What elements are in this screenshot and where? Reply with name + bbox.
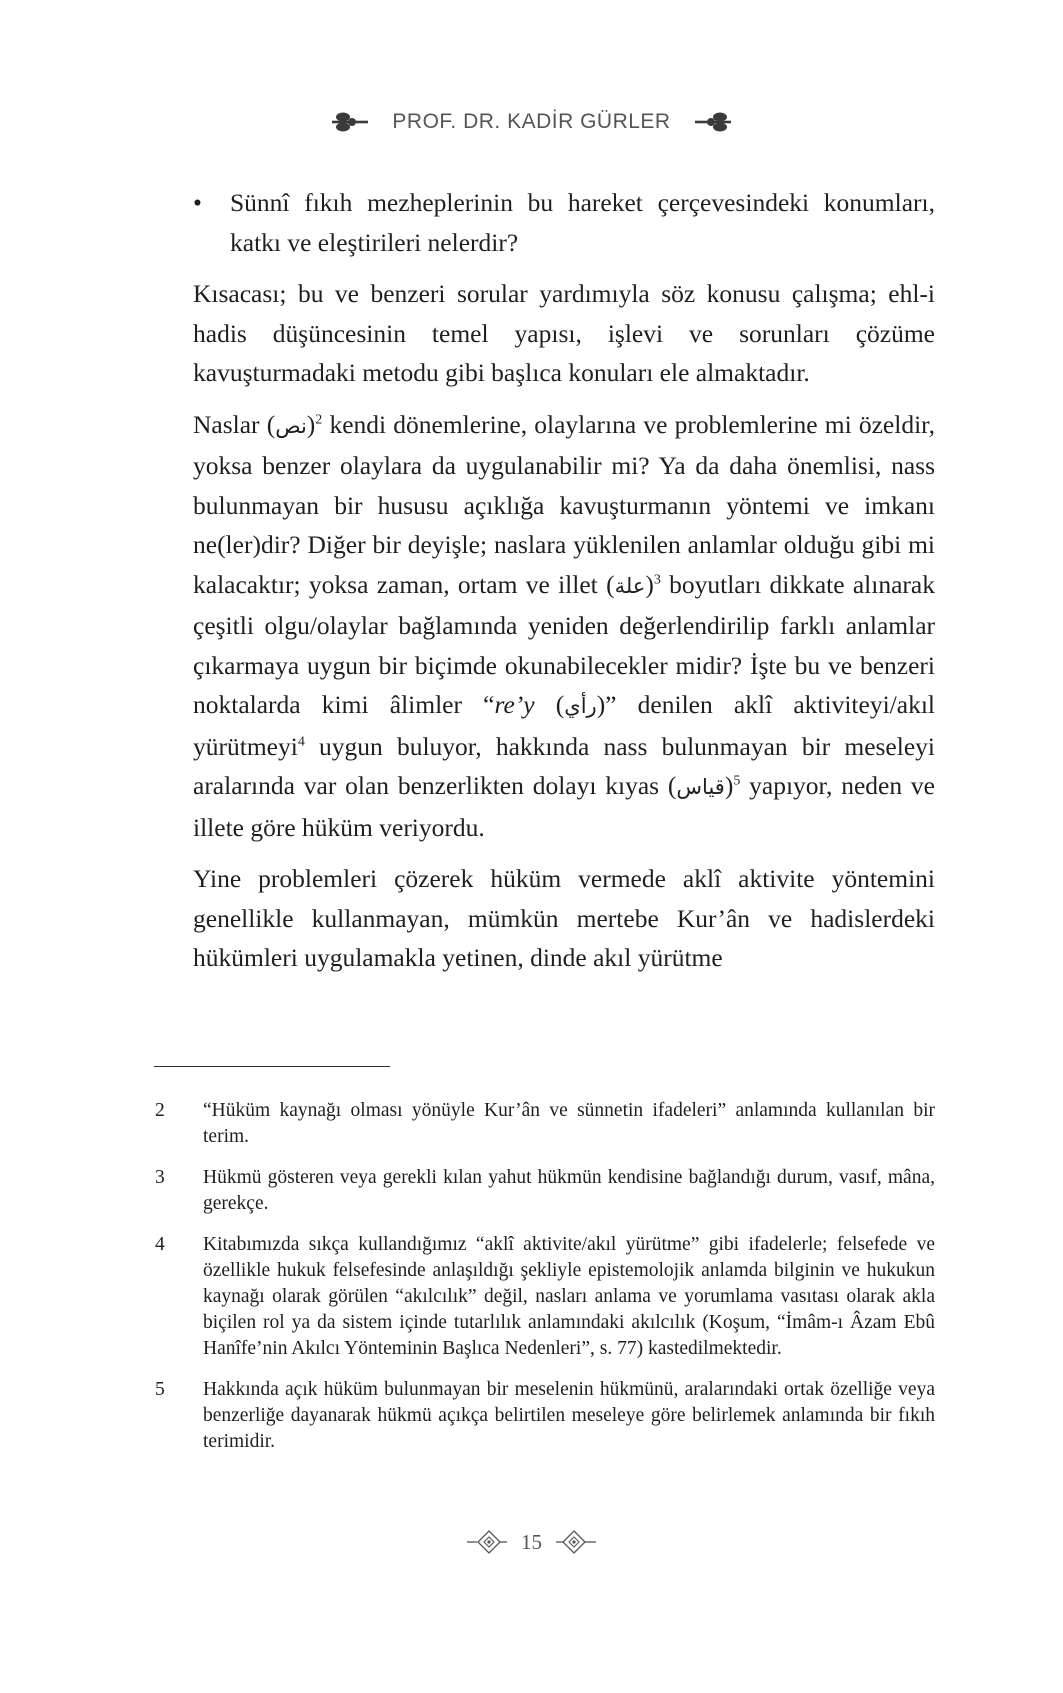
footnote-ref-2[interactable]: 2 — [315, 412, 323, 427]
body-text — [193, 183, 935, 990]
footnote-text: Hükmü gösteren veya gerekli kılan yahut hükmün kendisine bağlandığı durum, vasıf, mâna, gerekçe. — [203, 1167, 935, 1214]
paragraph-1: Kısacası; bu ve benzeri sorular yardımıyla söz konusu çalışma; ehl-i hadis düşüncesinin temel yapısı, işlevi ve sorunları çözüme kavuşturmadaki metodu gibi başlıca konuları ele almaktadır. — [193, 279, 935, 387]
header-title: PROF. DR. KADİR GÜRLER — [392, 110, 671, 133]
footnote-ref-3[interactable]: 3 — [653, 572, 661, 587]
footnote-number: 5 — [155, 1379, 165, 1400]
left-fleuron-icon — [330, 108, 370, 136]
footnote-number: 3 — [155, 1167, 165, 1188]
paragraph-2: Naslar (نص)$^2$ kendi dönemlerine, olaylarına ve problemlerine mi özeldir, yoksa benzer olaylara da uygulanabilir mi? Ya da daha önemlisi, nass bulunmayan bir hususu açıklığa kavuşturmanın yöntemi ve imkanı ne(ler)dir? Diğer bir deyişle; naslara yüklenilen anlamlar olduğu gibi mi kalacaktır; yoksa zaman, ortam ve illet (علة)$^3$ boyutları dikkate alınarak çeşitli olgu/olaylar bağlamında yeniden değerlendirilip farklı anlamlar çıkarmaya uygun bir biçimde okunabilecekler midir? İşte bu ve benzeri noktalarda kimi âlimler “re’y (رأي)” denilen aklî aktiviteyi/akıl yürütmeyi$^4$ uygun buluyor, hakkında nass bulunmayan bir meseleyi aralarında var olan benzerlikten dolayı kıyas (قياس)$^5$ yapıyor, neden ve illete göre hüküm veriyordu. — [193, 409, 936, 842]
right-fleuron-icon — [693, 108, 733, 136]
footnote-item — [155, 1232, 935, 1362]
footnote-number: 2 — [155, 1100, 165, 1121]
paragraph-3: Yine problemleri çözerek hüküm vermede aklî aktivite yöntemini genellikle kullanmayan, mümkün mertebe Kur’ân ve hadislerdeki hükümleri uygulamakla yetinen, dinde akıl yürütme — [193, 864, 935, 972]
footnote-text: “Hüküm kaynağı olması yönüyle Kur’ân ve sünnetin ifadeleri” anlamında kullanılan bir terim. — [203, 1100, 935, 1147]
bullet-mark: • — [193, 188, 202, 217]
italic-term-rey: re’y — [494, 690, 535, 719]
arabic-term-nass: نص — [275, 413, 307, 438]
page-number: 15 — [521, 1529, 542, 1554]
footnote-divider — [154, 1066, 390, 1067]
right-diamond-ornament-icon — [554, 1529, 598, 1555]
arabic-term-illet: علة — [614, 573, 646, 598]
footnote-item — [155, 1098, 935, 1150]
footnote-ref-4[interactable]: 4 — [297, 734, 305, 749]
bullet-text: Sünnî fıkıh mezheplerinin bu hareket çerçevesindeki konumları, katkı ve eleştirileri nelerdir? — [230, 188, 935, 257]
bullet-item — [193, 183, 935, 262]
running-header — [0, 108, 1063, 136]
footnote-item — [155, 1165, 935, 1217]
arabic-term-rey: رأي — [564, 694, 597, 718]
footnote-text: Kitabımızda sıkça kullandığımız “aklî aktivite/akıl yürütme” gibi ifadelerle; felsefede ve özellikle hukuk felsefesinde anlaşıldığı şekliyle epistemolojik anlamda bilginin ve hukukun kaynağı olarak görülen “akılcılık” değil, nasları anlama ve yorumlama vasıtası olarak akla biçilen rol ya da sistem içinde tutarlılık anlamındaki akılcılık (Koşum, “İmâm-ı Âzam Ebû Hanîfe’nin Akılcı Yönteminin Başlıca Nedenleri”, s. 77) kastedilmektedir. — [203, 1234, 935, 1359]
footnote-item — [155, 1377, 935, 1455]
arabic-term-kiyas: قياس — [676, 775, 725, 799]
left-diamond-ornament-icon — [465, 1529, 509, 1555]
footnotes — [155, 1098, 935, 1470]
page-footer — [0, 1529, 1063, 1555]
footnote-number: 4 — [155, 1234, 165, 1255]
footnote-text: Hakkında açık hüküm bulunmayan bir meselenin hükmünü, aralarındaki ortak özelliğe veya benzerliğe dayanarak hükmü açıkça belirtilen meseleye göre belirlemek anlamında bir fıkıh terimidir. — [203, 1379, 935, 1452]
footnote-ref-5[interactable]: 5 — [733, 773, 741, 789]
